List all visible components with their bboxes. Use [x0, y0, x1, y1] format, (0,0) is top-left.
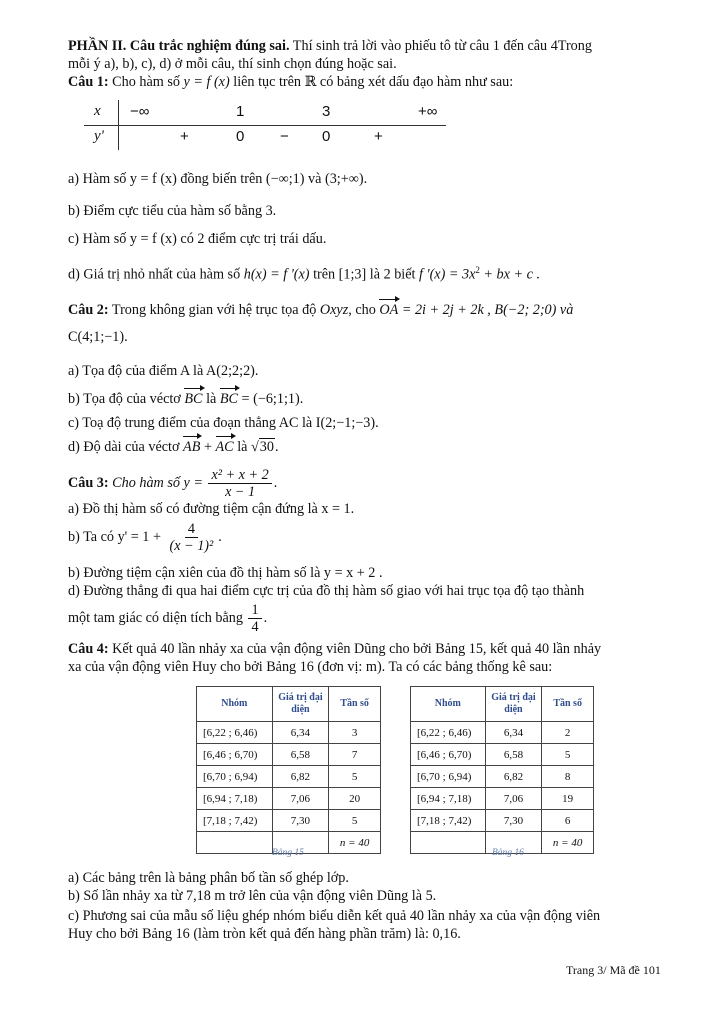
q2-option-b: [68, 390, 303, 408]
q1-option-b: b) Điểm cực tiểu của hàm số bằng 3.: [68, 203, 277, 219]
table-16-caption: Bảng 16: [492, 848, 524, 858]
table-15-total-empty: [197, 832, 273, 854]
table-16-freq-cell: 8: [542, 766, 594, 788]
q3-label: Câu 3:: [68, 475, 109, 491]
q2-option-a: a) Tọa độ của điểm A là A(2;2;2).: [68, 363, 259, 379]
q1-stem-text-3: có bảng xét dấu đạo hàm như sau:: [316, 74, 514, 90]
table-16-total: n = 40: [542, 832, 594, 854]
q1-stem-text-2: liên tục trên: [229, 74, 305, 90]
table-16-group-cell: [7,18 ; 7,42): [411, 810, 486, 832]
q2-b-text-2: là: [202, 391, 220, 407]
q1-function: y = f (x): [183, 74, 230, 90]
q3-fraction-num: x² + x + 2: [208, 467, 271, 484]
table-15-group-cell: [6,94 ; 7,18): [197, 788, 273, 810]
table-row: [411, 766, 594, 788]
page-footer: Trang 3/ Mã đề 101: [566, 963, 661, 977]
table-16-rep-cell: 6,82: [485, 766, 542, 788]
vector-bc: BC: [184, 391, 203, 407]
q3-b-end: .: [218, 529, 222, 545]
part-intro-line2: mỗi ý a), b), c), d) ở mỗi câu, thí sinh chọn đúng hoặc sai.: [68, 56, 397, 72]
q3-stem: [68, 466, 277, 500]
table-row: [197, 766, 381, 788]
vector-ac: AC: [215, 439, 234, 455]
table-row: [197, 810, 381, 832]
table-15-group-cell: [6,22 ; 6,46): [197, 722, 273, 744]
q1-label: Câu 1:: [68, 74, 109, 90]
sign-cell-minus: −: [280, 128, 289, 145]
q2-b-text: b) Tọa độ của véctơ: [68, 391, 185, 407]
q3-fraction: [208, 467, 271, 500]
table-16-group-cell: [6,46 ; 6,70): [411, 744, 486, 766]
sign-cell-plus-1: +: [180, 128, 189, 145]
q4-option-c-line2: Huy cho bởi Bảng 16 (làm tròn kết quả đến hàng phần trăm) là: 0,16.: [68, 926, 461, 942]
q1-d-text: d) Giá trị nhỏ nhất của hàm số: [68, 266, 244, 283]
q1-d-f: f '(x) = 3x: [419, 266, 476, 283]
sign-table-x-1: 1: [236, 103, 245, 120]
part-intro: Thí sinh trả lời vào phiếu tô từ câu 1 đến câu 4Trong: [289, 38, 592, 54]
table-row: [411, 744, 594, 766]
table-15-group-cell: [6,46 ; 6,70): [197, 744, 273, 766]
table-15-rep-cell: 6,58: [272, 744, 329, 766]
sign-table-x-header: x: [94, 103, 101, 119]
table-16-header: [411, 687, 594, 722]
q3-b-fraction-den: (x − 1)²: [169, 538, 214, 555]
sign-table-yprime-header: y': [94, 128, 104, 144]
table-15-rep-cell: 6,82: [272, 766, 329, 788]
q2-stem-line2: C(4;1;−1).: [68, 329, 128, 345]
q3-d-text: một tam giác có diện tích bằng: [68, 610, 247, 626]
q2-label: Câu 2:: [68, 302, 109, 318]
sqrt-30: √30: [250, 439, 274, 455]
q2-option-c: c) Toạ độ trung điểm của đoạn thẳng AC là I(2;−1;−3).: [68, 415, 379, 431]
q3-d-end: .: [263, 610, 268, 626]
vector-bc-2: BC: [219, 391, 238, 407]
q2-d-end: .: [274, 439, 279, 455]
q3-b-fraction-num: 4: [185, 521, 198, 538]
q3-d-fraction-den: 4: [251, 619, 259, 636]
real-set-symbol: ℝ: [304, 74, 317, 90]
q2-d-text-2: là: [233, 439, 251, 455]
q3-fraction-den: x − 1: [225, 484, 256, 501]
table-16-rep-cell: 6,34: [485, 722, 542, 744]
q3-stem-end: .: [273, 475, 278, 491]
q3-option-a: a) Đồ thị hàm số có đường tiệm cận đứng là x = 1.: [68, 501, 355, 517]
part-intro-line1: [68, 37, 592, 55]
table-row: [411, 810, 594, 832]
q2-stem-text: Trong không gian với hệ trục tọa độ: [108, 302, 320, 318]
table-15-group-cell: [6,70 ; 6,94): [197, 766, 273, 788]
q3-stem-text: Cho hàm số y =: [108, 475, 207, 491]
table-row: [197, 788, 381, 810]
q3-option-d-line2: [68, 598, 267, 638]
sign-table-divider: [118, 100, 119, 150]
sign-cell-zero-2: 0: [322, 128, 331, 145]
table-16-total-empty: [411, 832, 486, 854]
q2-b-value: = (−6;1;1).: [238, 391, 304, 407]
table-15-header-freq: Tần số: [329, 687, 381, 722]
q3-option-d-line1: d) Đường thẳng đi qua hai điểm cực trị của đồ thị hàm số giao với hai trục tọa độ tạo thành: [68, 583, 585, 599]
table-15-freq-cell: 5: [329, 810, 381, 832]
q3-option-b2: b) Đường tiệm cận xiên của đồ thị hàm số là y = x + 2 .: [68, 565, 383, 581]
table-16-rep-cell: 7,30: [485, 810, 542, 832]
q1-d-text-2: trên [1;3] là 2 biết: [309, 266, 420, 283]
table-15-rep-cell: 6,34: [272, 722, 329, 744]
q2-oa-value: = 2i + 2j + 2k , B(−2; 2;0) và: [398, 302, 574, 318]
table-16-group-cell: [6,70 ; 6,94): [411, 766, 486, 788]
table-15-caption: Bảng 15: [272, 848, 304, 858]
table-16-header-group: Nhóm: [411, 687, 486, 722]
table-15-freq-cell: 7: [329, 744, 381, 766]
sign-cell-plus-2: +: [374, 128, 383, 145]
table-16-freq-cell: 6: [542, 810, 594, 832]
q3-d-fraction-num: 1: [248, 602, 261, 619]
table-15-body: [197, 722, 381, 832]
table-16-body: [411, 722, 594, 832]
q2-d-text: d) Độ dài của véctơ: [68, 439, 184, 455]
table-row: [411, 722, 594, 744]
table-16-group-cell: [6,22 ; 6,46): [411, 722, 486, 744]
sign-table-x-neg-inf: −∞: [130, 103, 150, 120]
table-row: [197, 744, 381, 766]
table-15-header-rep: Giá trị đại diện: [272, 687, 329, 722]
sign-table-x-3: 3: [322, 103, 331, 120]
table-15-header-group: Nhóm: [197, 687, 273, 722]
q3-d-fraction: [248, 602, 261, 635]
table-15-freq-cell: 5: [329, 766, 381, 788]
q4-option-b: b) Số lần nhảy xa từ 7,18 m trở lên của vận động viên Dũng là 5.: [68, 888, 437, 904]
q1-stem-text: Cho hàm số: [108, 74, 184, 90]
table-15-freq-cell: 3: [329, 722, 381, 744]
q3-b-text: b) Ta có y' = 1 +: [68, 529, 165, 545]
table-row: [411, 788, 594, 810]
q1-stem: [68, 73, 513, 91]
q4-stem-line1: [68, 640, 601, 658]
q3-option-b: [68, 518, 222, 556]
table-16-freq-cell: 19: [542, 788, 594, 810]
table-15-header: [197, 687, 381, 722]
table-15: [196, 686, 381, 854]
sqrt-radicand: 30: [259, 439, 274, 455]
table-row: [197, 722, 381, 744]
table-16-freq-cell: 2: [542, 722, 594, 744]
q1-option-c: c) Hàm số y = f (x) có 2 điểm cực trị trái dấu.: [68, 231, 327, 247]
table-16-rep-cell: 6,58: [485, 744, 542, 766]
q4-option-c-line1: c) Phương sai của mẫu số liệu ghép nhóm biểu diễn kết quả 40 lần nhảy xa của vận động viên: [68, 908, 601, 924]
sign-table: [84, 100, 446, 150]
q4-stem-line2: xa của vận động viên Huy cho bởi Bảng 16 (đơn vị: m). Ta có các bảng thống kê sau:: [68, 659, 553, 675]
table-15-total: n = 40: [329, 832, 381, 854]
q1-d-tail: + bx + c .: [479, 266, 540, 283]
q1-d-h: h(x) = f '(x): [243, 266, 310, 283]
table-16-freq-cell: 5: [542, 744, 594, 766]
q2-option-d: [68, 438, 279, 456]
table-16-header-freq: Tần số: [542, 687, 594, 722]
q1-d-exponent: 2: [475, 265, 480, 275]
part-heading: PHẦN II. Câu trắc nghiệm đúng sai.: [68, 38, 290, 54]
table-15-rep-cell: 7,30: [272, 810, 329, 832]
q4-label: Câu 4:: [68, 641, 109, 657]
table-16: [410, 686, 594, 854]
q2-stem-text-2: , cho: [348, 302, 380, 318]
q4-option-a: a) Các bảng trên là bảng phân bố tần số ghép lớp.: [68, 870, 349, 886]
sign-table-row-yprime: [84, 125, 446, 150]
vector-oa: OA: [379, 302, 399, 318]
sign-cell-zero-1: 0: [236, 128, 245, 145]
sign-table-x-pos-inf: +∞: [418, 103, 438, 120]
q3-b-fraction: [167, 521, 217, 554]
table-16-header-rep: Giá trị đại diện: [485, 687, 542, 722]
q4-stem-text: Kết quả 40 lần nhảy xa của vận động viên Dũng cho bởi Bảng 15, kết quả 40 lần nhảy: [108, 641, 602, 657]
table-15-rep-cell: 7,06: [272, 788, 329, 810]
q2-d-plus: +: [200, 439, 216, 455]
table-16-group-cell: [6,94 ; 7,18): [411, 788, 486, 810]
table-15-group-cell: [7,18 ; 7,42): [197, 810, 273, 832]
q2-oxyz: Oxyz: [319, 302, 349, 318]
q1-option-d: [68, 261, 540, 284]
q2-stem: [68, 301, 573, 319]
q1-option-a: a) Hàm số y = f (x) đồng biến trên (−∞;1) và (3;+∞).: [68, 171, 368, 187]
vector-ab: AB: [183, 439, 201, 455]
table-16-rep-cell: 7,06: [485, 788, 542, 810]
table-15-freq-cell: 20: [329, 788, 381, 810]
